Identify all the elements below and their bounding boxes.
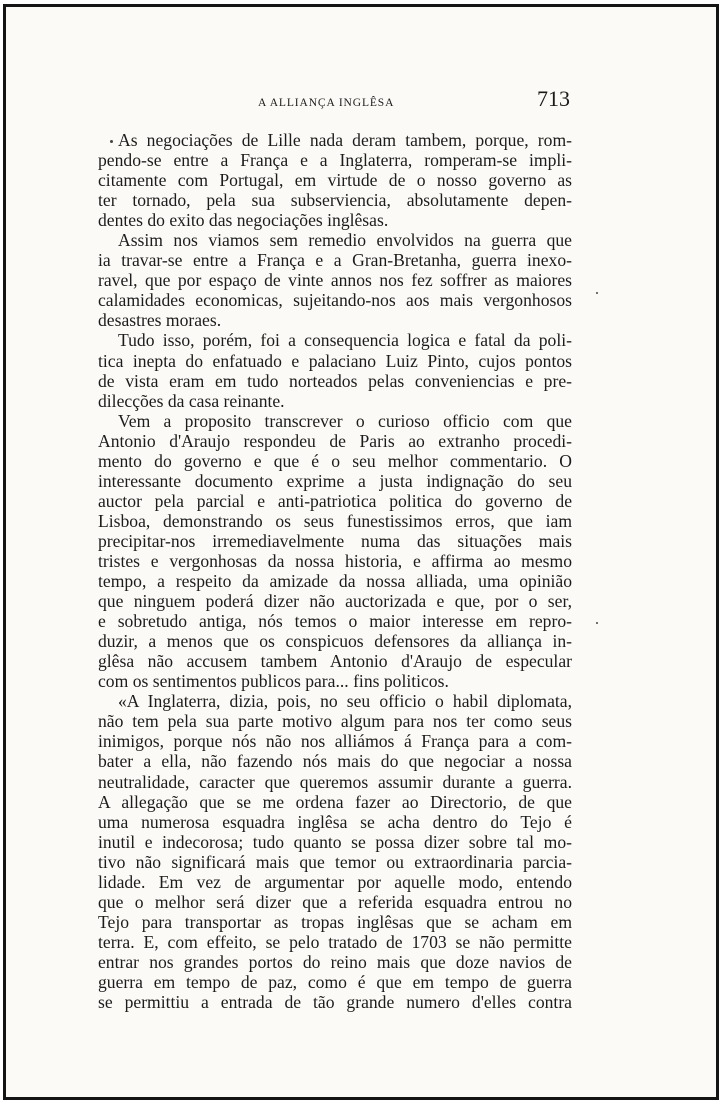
text-line: glêsa não accusem tambem Antonio d'Araujo de especular xyxy=(98,651,572,672)
text-line: uma numerosa esquadra inglêsa se acha dentro do Tejo é xyxy=(98,811,572,832)
text-line: que ninguem poderá dizer não auctorizada e que, por o ser, xyxy=(98,591,572,612)
text-line: bater a ella, não fazendo nós mais do que negociar a nossa xyxy=(98,751,572,772)
text-line: guerra em tempo de paz, como é que em tempo de guerra xyxy=(98,971,572,992)
text-line: Antonio d'Araujo respondeu de Paris ao extranho procedi- xyxy=(98,430,572,451)
text-line: Tudo isso, porém, foi a consequencia logica e fatal da poli- xyxy=(118,330,572,351)
text-line: ter tornado, pela sua subserviencia, absolutamente depen- xyxy=(98,190,572,211)
text-line: de vista eram em tudo norteados pelas conveniencias e pre- xyxy=(98,370,572,391)
page-number: 713 xyxy=(537,86,570,111)
text-line: precipitar-nos irremediavelmente numa das situações mais xyxy=(98,530,572,551)
text-line: A allegação que se me ordena fazer ao Directorio, de que xyxy=(98,791,572,812)
text-line: tica inepta do enfatuado e palaciano Luiz Pinto, cujos pontos xyxy=(98,350,572,371)
text-line: dentes do exito das negociações inglêsas. xyxy=(98,210,389,231)
text-line: se permittiu a entrada de tão grande numero d'elles contra xyxy=(98,992,572,1013)
running-title: A ALLIANÇA INGLÊSA xyxy=(258,97,395,109)
text-line: desastres moraes. xyxy=(98,310,222,331)
text-line: tempo, a respeito da amizade da nossa alliada, uma opinião xyxy=(98,571,572,592)
text-line: Assim nos viamos sem remedio envolvidos na guerra que xyxy=(118,230,572,251)
text-line: entrar nos grandes portos do reino mais que doze navios de xyxy=(98,951,572,972)
text-line: que o melhor será dizer que a referida esquadra entrou no xyxy=(98,891,572,912)
text-line: dilecções da casa reinante. xyxy=(98,390,285,411)
text-line: auctor pela parcial e anti-patriotica politica do governo de xyxy=(98,490,572,511)
scan-speck xyxy=(596,292,598,294)
text-line: e sobretudo antiga, nós temos o maior interesse em repro- xyxy=(98,611,572,632)
text-line: interessante documento exprime a justa indignação do seu xyxy=(98,470,572,491)
text-line: pendo-se entre a França e a Inglaterra, romperam-se impli- xyxy=(98,150,572,171)
text-line: inutil e indecorosa; tudo quanto se possa dizer sobre tal mo- xyxy=(98,831,572,852)
text-line: As negociações de Lille nada deram tambem, porque, rom- xyxy=(118,130,572,150)
text-line: citamente com Portugal, em virtude de o nosso governo as xyxy=(98,170,572,191)
text-line: calamidades economicas, sujeitando-nos aos mais vergonhosos xyxy=(98,290,572,311)
text-line: tivo não significará mais que temor ou extraordinaria parcia- xyxy=(98,851,572,872)
text-line: mento do governo e que é o seu melhor commentario. O xyxy=(98,450,572,471)
text-line: Tejo para transportar as tropas inglêsas que se acham em xyxy=(98,911,572,932)
text-line: inimigos, porque nós não nos alliámos á França para a com- xyxy=(98,731,572,752)
text-line: tristes e vergonhosas da nossa historia, e affirma ao mesmo xyxy=(98,550,572,571)
text-line: lidade. Em vez de argumentar por aquelle modo, entendo xyxy=(98,871,572,892)
text-line: neutralidade, caracter que queremos assumir durante a guerra. xyxy=(98,771,572,792)
text-line: ravel, que por espaço de vinte annos nos fez soffrer as maiores xyxy=(98,270,572,291)
scan-speck xyxy=(110,140,113,143)
text-line: Vem a proposito transcrever o curioso officio com que xyxy=(118,410,572,431)
text-line: ia travar-se entre a França e a Gran-Bretanha, guerra inexo- xyxy=(98,250,572,271)
scan-speck xyxy=(596,622,598,624)
text-line: Lisboa, demonstrando os seus funestissimos erros, que iam xyxy=(98,510,572,531)
text-line: com os sentimentos publicos para... fins politicos. xyxy=(98,671,449,692)
text-line: duzir, a menos que os conspicuos defensores da alliança in- xyxy=(98,631,572,652)
body-text xyxy=(98,130,572,1012)
text-line: «A Inglaterra, dizia, pois, no seu officio o habil diplomata, xyxy=(118,691,572,712)
text-line: não tem pela sua parte motivo algum para nos ter como seus xyxy=(98,711,572,732)
text-line: terra. E, com effeito, se pelo tratado de 1703 se não permitte xyxy=(98,931,572,952)
